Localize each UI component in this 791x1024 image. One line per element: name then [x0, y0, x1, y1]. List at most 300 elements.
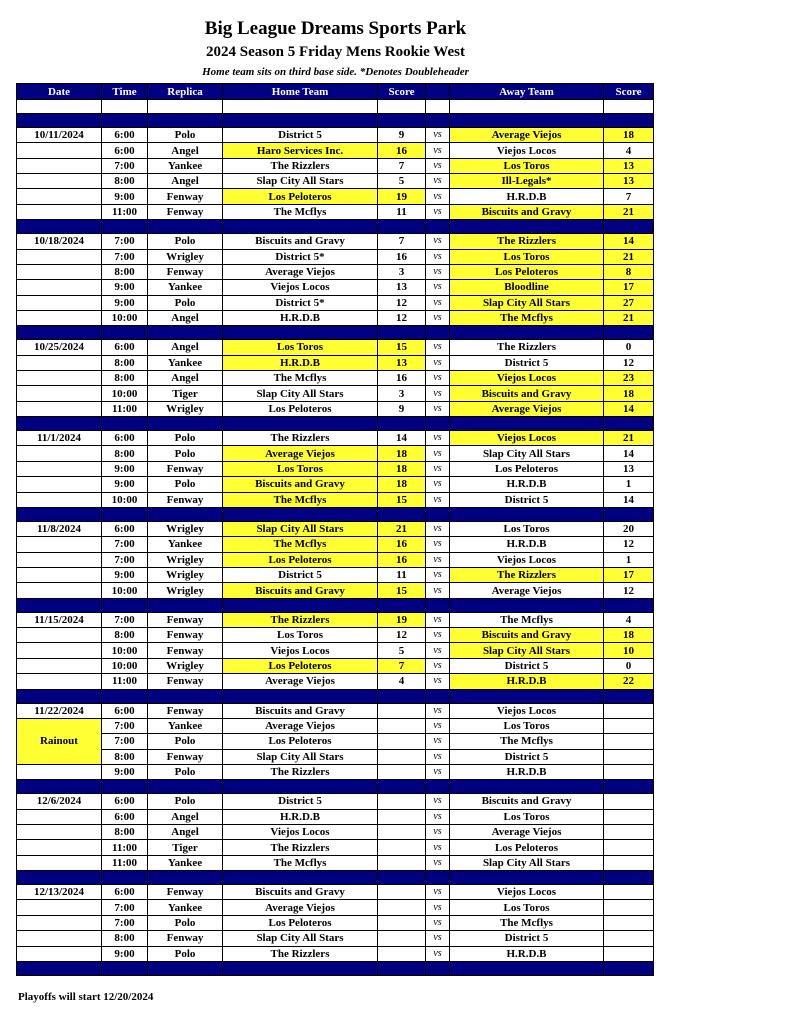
game-time: 7:00 [102, 734, 148, 749]
game-time: 9:00 [102, 295, 148, 310]
away-score: 13 [604, 461, 654, 476]
field-replica: Fenway [148, 885, 223, 900]
schedule-note: Home team sits on third base side. *Denotes Doubleheader [202, 66, 469, 78]
away-score [604, 900, 654, 915]
field-replica: Wrigley [148, 521, 223, 536]
game-date: 10/11/2024 [17, 128, 102, 143]
week-separator [17, 598, 654, 612]
field-replica: Polo [148, 734, 223, 749]
home-team: Los Peloteros [223, 189, 378, 204]
game-row [17, 521, 654, 536]
vs-label: vs [426, 794, 450, 809]
date-cell-empty [17, 401, 102, 416]
field-replica: Yankee [148, 855, 223, 870]
home-team: The Mcflys [223, 492, 378, 507]
game-row [17, 734, 654, 749]
vs-label: vs [426, 521, 450, 536]
away-score: 27 [604, 295, 654, 310]
home-team: Los Peloteros [223, 552, 378, 567]
home-team: Biscuits and Gravy [223, 234, 378, 249]
home-team: District 5 [223, 128, 378, 143]
home-score: 15 [378, 340, 426, 355]
home-team: The Mcflys [223, 371, 378, 386]
field-replica: Polo [148, 915, 223, 930]
week-separator [17, 326, 654, 340]
game-time: 8:00 [102, 264, 148, 279]
field-replica: Wrigley [148, 567, 223, 582]
home-team: The Rizzlers [223, 612, 378, 627]
away-team: The Rizzlers [450, 567, 604, 582]
home-team: Los Peloteros [223, 401, 378, 416]
game-time: 11:00 [102, 674, 148, 689]
away-team: Average Viejos [450, 401, 604, 416]
date-cell-empty [17, 295, 102, 310]
game-row [17, 931, 654, 946]
vs-label: vs [426, 734, 450, 749]
home-team: H.R.D.B [223, 355, 378, 370]
home-team: Average Viejos [223, 718, 378, 733]
away-team: Average Viejos [450, 128, 604, 143]
game-time: 10:00 [102, 658, 148, 673]
date-cell-empty [17, 189, 102, 204]
field-replica: Wrigley [148, 552, 223, 567]
away-score: 1 [604, 477, 654, 492]
game-row [17, 794, 654, 809]
date-cell-empty [17, 310, 102, 325]
game-time: 7:00 [102, 612, 148, 627]
vs-label: vs [426, 295, 450, 310]
date-cell-empty [17, 628, 102, 643]
home-team: Los Peloteros [223, 734, 378, 749]
home-team: The Rizzlers [223, 946, 378, 961]
field-replica: Fenway [148, 674, 223, 689]
away-score: 13 [604, 174, 654, 189]
field-replica: Polo [148, 234, 223, 249]
away-score [604, 885, 654, 900]
page-title: Big League Dreams Sports Park [204, 18, 467, 39]
away-score [604, 764, 654, 779]
field-replica: Fenway [148, 612, 223, 627]
col-time: Time [102, 84, 148, 100]
field-replica: Fenway [148, 703, 223, 718]
date-cell-empty [17, 174, 102, 189]
game-row [17, 703, 654, 718]
field-replica: Fenway [148, 643, 223, 658]
field-replica: Wrigley [148, 249, 223, 264]
home-team: Average Viejos [223, 264, 378, 279]
field-replica: Yankee [148, 355, 223, 370]
vs-label: vs [426, 401, 450, 416]
week-separator [17, 871, 654, 885]
game-date: 12/13/2024 [17, 885, 102, 900]
away-score [604, 809, 654, 824]
home-score [378, 946, 426, 961]
vs-label: vs [426, 764, 450, 779]
game-time: 9:00 [102, 946, 148, 961]
field-replica: Fenway [148, 264, 223, 279]
field-replica: Polo [148, 794, 223, 809]
home-team: District 5* [223, 249, 378, 264]
game-row [17, 492, 654, 507]
away-score: 21 [604, 249, 654, 264]
schedule-table [16, 83, 654, 976]
away-team: Viejos Locos [450, 885, 604, 900]
game-row [17, 809, 654, 824]
home-team: The Rizzlers [223, 158, 378, 173]
week-separator [17, 780, 654, 794]
vs-label: vs [426, 492, 450, 507]
home-team: Biscuits and Gravy [223, 477, 378, 492]
vs-label: vs [426, 280, 450, 295]
home-team: H.R.D.B [223, 809, 378, 824]
vs-label: vs [426, 537, 450, 552]
away-team: Viejos Locos [450, 552, 604, 567]
game-time: 9:00 [102, 461, 148, 476]
home-score: 11 [378, 567, 426, 582]
away-team: District 5 [450, 658, 604, 673]
game-time: 6:00 [102, 340, 148, 355]
away-score [604, 794, 654, 809]
away-score [604, 749, 654, 764]
field-replica: Fenway [148, 461, 223, 476]
away-score [604, 703, 654, 718]
away-team: The Rizzlers [450, 340, 604, 355]
home-score: 5 [378, 643, 426, 658]
away-score [604, 718, 654, 733]
week-separator [17, 689, 654, 703]
away-team: H.R.D.B [450, 189, 604, 204]
game-time: 10:00 [102, 386, 148, 401]
home-score: 7 [378, 234, 426, 249]
date-cell-empty [17, 264, 102, 279]
game-time: 11:00 [102, 855, 148, 870]
home-score [378, 840, 426, 855]
home-team: Los Toros [223, 628, 378, 643]
field-replica: Fenway [148, 189, 223, 204]
game-row [17, 552, 654, 567]
date-cell-empty [17, 280, 102, 295]
game-time: 6:00 [102, 143, 148, 158]
date-cell-empty [17, 461, 102, 476]
game-time: 7:00 [102, 249, 148, 264]
away-team: District 5 [450, 749, 604, 764]
game-time: 9:00 [102, 764, 148, 779]
field-replica: Fenway [148, 628, 223, 643]
date-cell-empty [17, 840, 102, 855]
field-replica: Wrigley [148, 658, 223, 673]
week-separator [17, 507, 654, 521]
col-home-score: Score [378, 84, 426, 100]
game-row [17, 537, 654, 552]
away-team: The Mcflys [450, 915, 604, 930]
vs-label: vs [426, 583, 450, 598]
home-team: Average Viejos [223, 446, 378, 461]
home-score: 3 [378, 264, 426, 279]
away-score [604, 946, 654, 961]
game-row [17, 583, 654, 598]
away-score: 13 [604, 158, 654, 173]
away-score: 20 [604, 521, 654, 536]
away-score: 0 [604, 658, 654, 673]
date-cell-empty [17, 825, 102, 840]
away-team: Slap City All Stars [450, 446, 604, 461]
away-team: Los Toros [450, 521, 604, 536]
date-cell-empty [17, 446, 102, 461]
game-time: 6:00 [102, 885, 148, 900]
vs-label: vs [426, 825, 450, 840]
game-row [17, 674, 654, 689]
field-replica: Fenway [148, 204, 223, 219]
away-score: 21 [604, 310, 654, 325]
away-team: District 5 [450, 492, 604, 507]
field-replica: Polo [148, 477, 223, 492]
away-team: Ill-Legals* [450, 174, 604, 189]
away-score: 23 [604, 371, 654, 386]
home-score: 18 [378, 446, 426, 461]
away-score [604, 840, 654, 855]
away-team: Los Toros [450, 249, 604, 264]
away-team: H.R.D.B [450, 537, 604, 552]
away-team: Viejos Locos [450, 703, 604, 718]
game-row [17, 658, 654, 673]
home-team: District 5* [223, 295, 378, 310]
home-team: Slap City All Stars [223, 521, 378, 536]
field-replica: Yankee [148, 280, 223, 295]
vs-label: vs [426, 128, 450, 143]
away-team: Bloodline [450, 280, 604, 295]
col-date: Date [17, 84, 102, 100]
game-time: 10:00 [102, 583, 148, 598]
header-row [17, 84, 654, 100]
vs-label: vs [426, 855, 450, 870]
away-team: Viejos Locos [450, 143, 604, 158]
away-team: Los Toros [450, 158, 604, 173]
week-separator [17, 114, 654, 128]
home-score [378, 703, 426, 718]
vs-label: vs [426, 371, 450, 386]
vs-label: vs [426, 143, 450, 158]
date-cell-empty [17, 371, 102, 386]
home-score: 16 [378, 143, 426, 158]
field-replica: Polo [148, 128, 223, 143]
home-score: 11 [378, 204, 426, 219]
home-team: The Rizzlers [223, 431, 378, 446]
vs-label: vs [426, 612, 450, 627]
date-cell-empty [17, 552, 102, 567]
home-score: 12 [378, 628, 426, 643]
game-row [17, 900, 654, 915]
playoffs-note: Playoffs will start 12/20/2024 [18, 991, 154, 1003]
home-score: 12 [378, 310, 426, 325]
home-score: 7 [378, 158, 426, 173]
away-team: The Mcflys [450, 612, 604, 627]
game-date: 10/18/2024 [17, 234, 102, 249]
vs-label: vs [426, 386, 450, 401]
home-team: Viejos Locos [223, 643, 378, 658]
game-time: 7:00 [102, 900, 148, 915]
away-team: Los Peloteros [450, 264, 604, 279]
game-time: 7:00 [102, 915, 148, 930]
home-team: The Mcflys [223, 537, 378, 552]
home-team: Average Viejos [223, 900, 378, 915]
game-date: 11/15/2024 [17, 612, 102, 627]
away-score: 12 [604, 537, 654, 552]
home-team: Los Peloteros [223, 658, 378, 673]
col-vs [426, 84, 450, 100]
away-score: 12 [604, 355, 654, 370]
away-score: 10 [604, 643, 654, 658]
game-row [17, 340, 654, 355]
game-row [17, 764, 654, 779]
game-row [17, 280, 654, 295]
vs-label: vs [426, 900, 450, 915]
game-row [17, 355, 654, 370]
game-row [17, 567, 654, 582]
vs-label: vs [426, 158, 450, 173]
away-score: 4 [604, 612, 654, 627]
game-row [17, 204, 654, 219]
game-row [17, 158, 654, 173]
home-team: Biscuits and Gravy [223, 885, 378, 900]
home-score: 12 [378, 295, 426, 310]
vs-label: vs [426, 931, 450, 946]
game-time: 7:00 [102, 537, 148, 552]
vs-label: vs [426, 249, 450, 264]
vs-label: vs [426, 189, 450, 204]
vs-label: vs [426, 431, 450, 446]
game-row [17, 446, 654, 461]
vs-label: vs [426, 355, 450, 370]
away-team: H.R.D.B [450, 946, 604, 961]
away-team: Los Peloteros [450, 461, 604, 476]
away-score: 17 [604, 567, 654, 582]
vs-label: vs [426, 310, 450, 325]
away-team: District 5 [450, 931, 604, 946]
home-score [378, 900, 426, 915]
game-row [17, 401, 654, 416]
game-time: 9:00 [102, 189, 148, 204]
away-score [604, 855, 654, 870]
date-cell-empty [17, 158, 102, 173]
game-date: 11/8/2024 [17, 521, 102, 536]
week-separator [17, 417, 654, 431]
vs-label: vs [426, 749, 450, 764]
home-team: Slap City All Stars [223, 386, 378, 401]
game-row [17, 386, 654, 401]
away-score [604, 931, 654, 946]
date-cell-empty [17, 658, 102, 673]
field-replica: Angel [148, 174, 223, 189]
vs-label: vs [426, 477, 450, 492]
game-time: 9:00 [102, 477, 148, 492]
game-time: 11:00 [102, 401, 148, 416]
home-score [378, 809, 426, 824]
vs-label: vs [426, 885, 450, 900]
game-time: 7:00 [102, 158, 148, 173]
date-cell-empty [17, 143, 102, 158]
game-row [17, 128, 654, 143]
field-replica: Angel [148, 825, 223, 840]
vs-label: vs [426, 628, 450, 643]
game-time: 10:00 [102, 310, 148, 325]
home-score [378, 734, 426, 749]
home-team: Los Toros [223, 340, 378, 355]
away-team: Slap City All Stars [450, 643, 604, 658]
date-cell-empty [17, 492, 102, 507]
game-time: 7:00 [102, 234, 148, 249]
home-score: 9 [378, 128, 426, 143]
away-score: 18 [604, 386, 654, 401]
away-team: Los Toros [450, 718, 604, 733]
away-team: The Mcflys [450, 734, 604, 749]
home-score: 16 [378, 371, 426, 386]
date-cell-empty [17, 249, 102, 264]
away-team: Viejos Locos [450, 371, 604, 386]
week-separator [17, 961, 654, 975]
field-replica: Angel [148, 809, 223, 824]
date-cell-empty [17, 855, 102, 870]
vs-label: vs [426, 234, 450, 249]
home-team: Viejos Locos [223, 280, 378, 295]
home-score: 13 [378, 280, 426, 295]
game-time: 10:00 [102, 492, 148, 507]
date-cell-empty [17, 537, 102, 552]
home-team: Biscuits and Gravy [223, 703, 378, 718]
game-date: 12/6/2024 [17, 794, 102, 809]
game-row [17, 718, 654, 733]
game-time: 8:00 [102, 174, 148, 189]
field-replica: Polo [148, 764, 223, 779]
game-time: 11:00 [102, 840, 148, 855]
home-team: H.R.D.B [223, 310, 378, 325]
home-score: 18 [378, 461, 426, 476]
game-row [17, 310, 654, 325]
home-score [378, 915, 426, 930]
away-team: H.R.D.B [450, 477, 604, 492]
away-score: 8 [604, 264, 654, 279]
vs-label: vs [426, 809, 450, 824]
date-cell-empty [17, 567, 102, 582]
home-score [378, 825, 426, 840]
home-score [378, 855, 426, 870]
home-score [378, 749, 426, 764]
vs-label: vs [426, 264, 450, 279]
schedule-body [17, 114, 654, 976]
game-time: 8:00 [102, 931, 148, 946]
col-replica: Replica [148, 84, 223, 100]
away-score: 21 [604, 204, 654, 219]
home-team: District 5 [223, 567, 378, 582]
home-score [378, 885, 426, 900]
home-score: 14 [378, 431, 426, 446]
game-row [17, 612, 654, 627]
field-replica: Wrigley [148, 401, 223, 416]
rainout-badge: Rainout [17, 718, 102, 764]
game-time: 9:00 [102, 567, 148, 582]
home-score [378, 794, 426, 809]
vs-label: vs [426, 174, 450, 189]
vs-label: vs [426, 340, 450, 355]
game-time: 11:00 [102, 204, 148, 219]
away-score: 12 [604, 583, 654, 598]
season-subtitle: 2024 Season 5 Friday Mens Rookie West [206, 44, 465, 60]
game-time: 8:00 [102, 628, 148, 643]
game-time: 8:00 [102, 446, 148, 461]
game-time: 8:00 [102, 371, 148, 386]
home-score [378, 764, 426, 779]
home-team: The Mcflys [223, 204, 378, 219]
field-replica: Polo [148, 431, 223, 446]
